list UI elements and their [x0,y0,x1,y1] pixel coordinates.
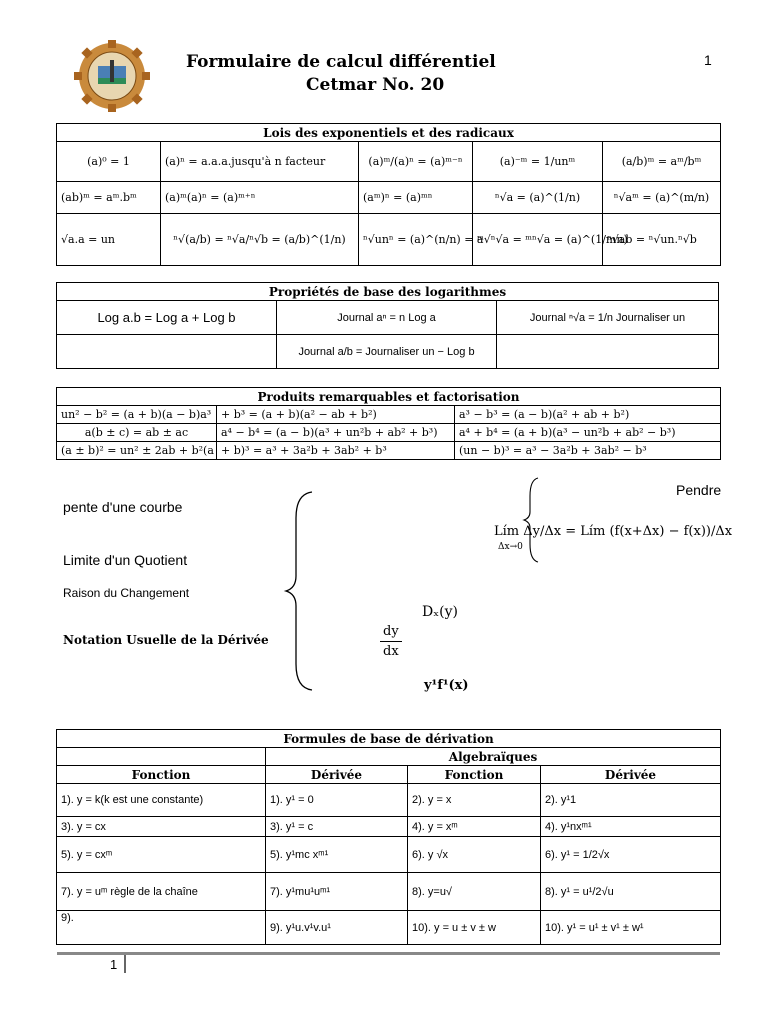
product-cell: + b)³ = a³ + 3a²b + 3ab² + b³ [217,442,455,460]
limit-subscript: Δx→0 [498,542,523,552]
deriv-cell: 10). y = u ± v ± w [408,911,541,945]
products-table [56,387,721,460]
notation-dx: Dₓ(y) [422,604,458,620]
exp-cell: (ab)ᵐ = aᵐ.bᵐ [57,182,161,214]
small-brace-icon [520,476,542,564]
product-cell: + b³ = (a + b)(a² − ab + b²) [217,406,455,424]
deriv-cell: 9). [57,911,266,945]
deriv-cell: 3). y = cx [57,817,266,837]
exp-cell: ⁿ√unⁿ = (a)^(n/n) = a [359,214,473,266]
col-header: Fonction [57,766,266,784]
exp-cell: (a/b)ᵐ = aᵐ/bᵐ [603,142,721,182]
product-cell: a³ − b³ = (a − b)(a² + ab + b²) [455,406,721,424]
col-header: Dérivée [541,766,721,784]
footer-rule [57,952,720,955]
logarithms-table [56,282,719,369]
product-cell: a⁴ + b⁴ = (a + b)(a³ − un²b + ab² − b³) [455,424,721,442]
label-limit: Limite d'un Quotient [63,552,188,568]
gear-logo-icon [68,40,156,112]
derivation-subcaption: Algebraïques [266,748,721,766]
notation-dydx-den: dx [383,644,399,659]
label-slope: pente d'une courbe [63,499,183,515]
exp-cell: √a.a = un [57,214,161,266]
col-header: Dérivée [266,766,408,784]
deriv-cell: 7). y = uᵐ règle de la chaîne [57,873,266,911]
label-notation: Notation Usuelle de la Dérivée [63,633,269,647]
deriv-cell: 7). y¹mu¹uᵐ¹ [266,873,408,911]
left-brace-icon [282,488,316,694]
deriv-cell: 9). y¹u.v¹v.u¹ [266,911,408,945]
deriv-cell: 6). y¹ = 1/2√x [541,837,721,873]
deriv-cell: 8). y¹ = u¹/2√u [541,873,721,911]
deriv-cell: 10). y¹ = u¹ ± v¹ ± w¹ [541,911,721,945]
deriv-cell: 4). y¹nxᵐ¹ [541,817,721,837]
products-caption: Produits remarquables et factorisation [57,388,721,406]
log-cell: Journal a/b = Journaliser un − Log b [277,335,497,369]
exp-cell: (a)ᵐ/(a)ⁿ = (a)ᵐ⁻ⁿ [359,142,473,182]
product-cell: un² − b² = (a + b)(a − b)a³ [57,406,217,424]
exp-cell: (aᵐ)ⁿ = (a)ᵐⁿ [359,182,473,214]
exp-cell: ᵐ√ⁿ√a = ᵐⁿ√a = (a)^(1/mn) [473,214,603,266]
log-cell [497,335,719,369]
deriv-cell: 8). y=u√ [408,873,541,911]
product-cell: (un − b)³ = a³ − 3a²b + 3ab² − b³ [455,442,721,460]
page-number: 1 [704,52,712,68]
footer-page-number: 1 [110,957,118,972]
deriv-cell: 5). y = cxᵐ [57,837,266,873]
deriv-cell: 4). y = xᵐ [408,817,541,837]
product-cell: a⁴ − b⁴ = (a − b)(a³ + un²b + ab² + b³) [217,424,455,442]
derivation-caption: Formules de base de dérivation [57,730,721,748]
col-header: Fonction [408,766,541,784]
exponentials-caption: Lois des exponentiels et des radicaux [57,124,721,142]
page-subtitle: Cetmar No. 20 [306,75,445,95]
product-cell: a(b ± c) = ab ± ac [57,424,217,442]
footer-divider [124,955,126,973]
logarithms-caption: Propriétés de base des logarithmes [57,283,719,301]
exp-cell: (a)ᵐ(a)ⁿ = (a)ᵐ⁺ⁿ [161,182,359,214]
fraction-bar [380,641,402,642]
deriv-cell: 1). y¹ = 0 [266,784,408,817]
school-logo [68,40,156,112]
limit-formula: Lím Δy/Δx = Lím (f(x+Δx) − f(x))/Δx [494,524,733,539]
exp-cell: ⁿ√(a/b) = ⁿ√a/ⁿ√b = (a/b)^(1/n) [161,214,359,266]
pendre-label: Pendre [676,482,722,498]
deriv-cell: 3). y¹ = c [266,817,408,837]
product-cell: (a ± b)² = un² ± 2ab + b²(a [57,442,217,460]
page-title: Formulaire de calcul différentiel [186,52,496,72]
deriv-cell: 6). y √x [408,837,541,873]
exp-cell: ⁿ√a = (a)^(1/n) [473,182,603,214]
log-cell: Journal ⁿ√a = 1/n Journaliser un [497,301,719,335]
notation-dydx-num: dy [383,624,399,639]
derivation-table [56,729,721,945]
exp-cell: (a)⁰ = 1 [57,142,161,182]
exponentials-table [56,123,721,266]
deriv-cell: 1). y = k(k est une constante) [57,784,266,817]
exp-cell: ⁿ√ab = ⁿ√un.ⁿ√b [603,214,721,266]
notation-prime: y¹f¹(x) [424,678,469,693]
log-cell [57,335,277,369]
exp-cell: (a)⁻ᵐ = 1/unᵐ [473,142,603,182]
deriv-cell: 5). y¹mc xᵐ¹ [266,837,408,873]
label-rate: Raison du Changement [63,586,190,600]
exp-cell: (a)ⁿ = a.a.a.jusqu'à n facteur [161,142,359,182]
deriv-cell: 2). y¹1 [541,784,721,817]
deriv-cell: 2). y = x [408,784,541,817]
log-cell: Log a.b = Log a + Log b [57,301,277,335]
log-cell: Journal aⁿ = n Log a [277,301,497,335]
exp-cell: ⁿ√aᵐ = (a)^(m/n) [603,182,721,214]
